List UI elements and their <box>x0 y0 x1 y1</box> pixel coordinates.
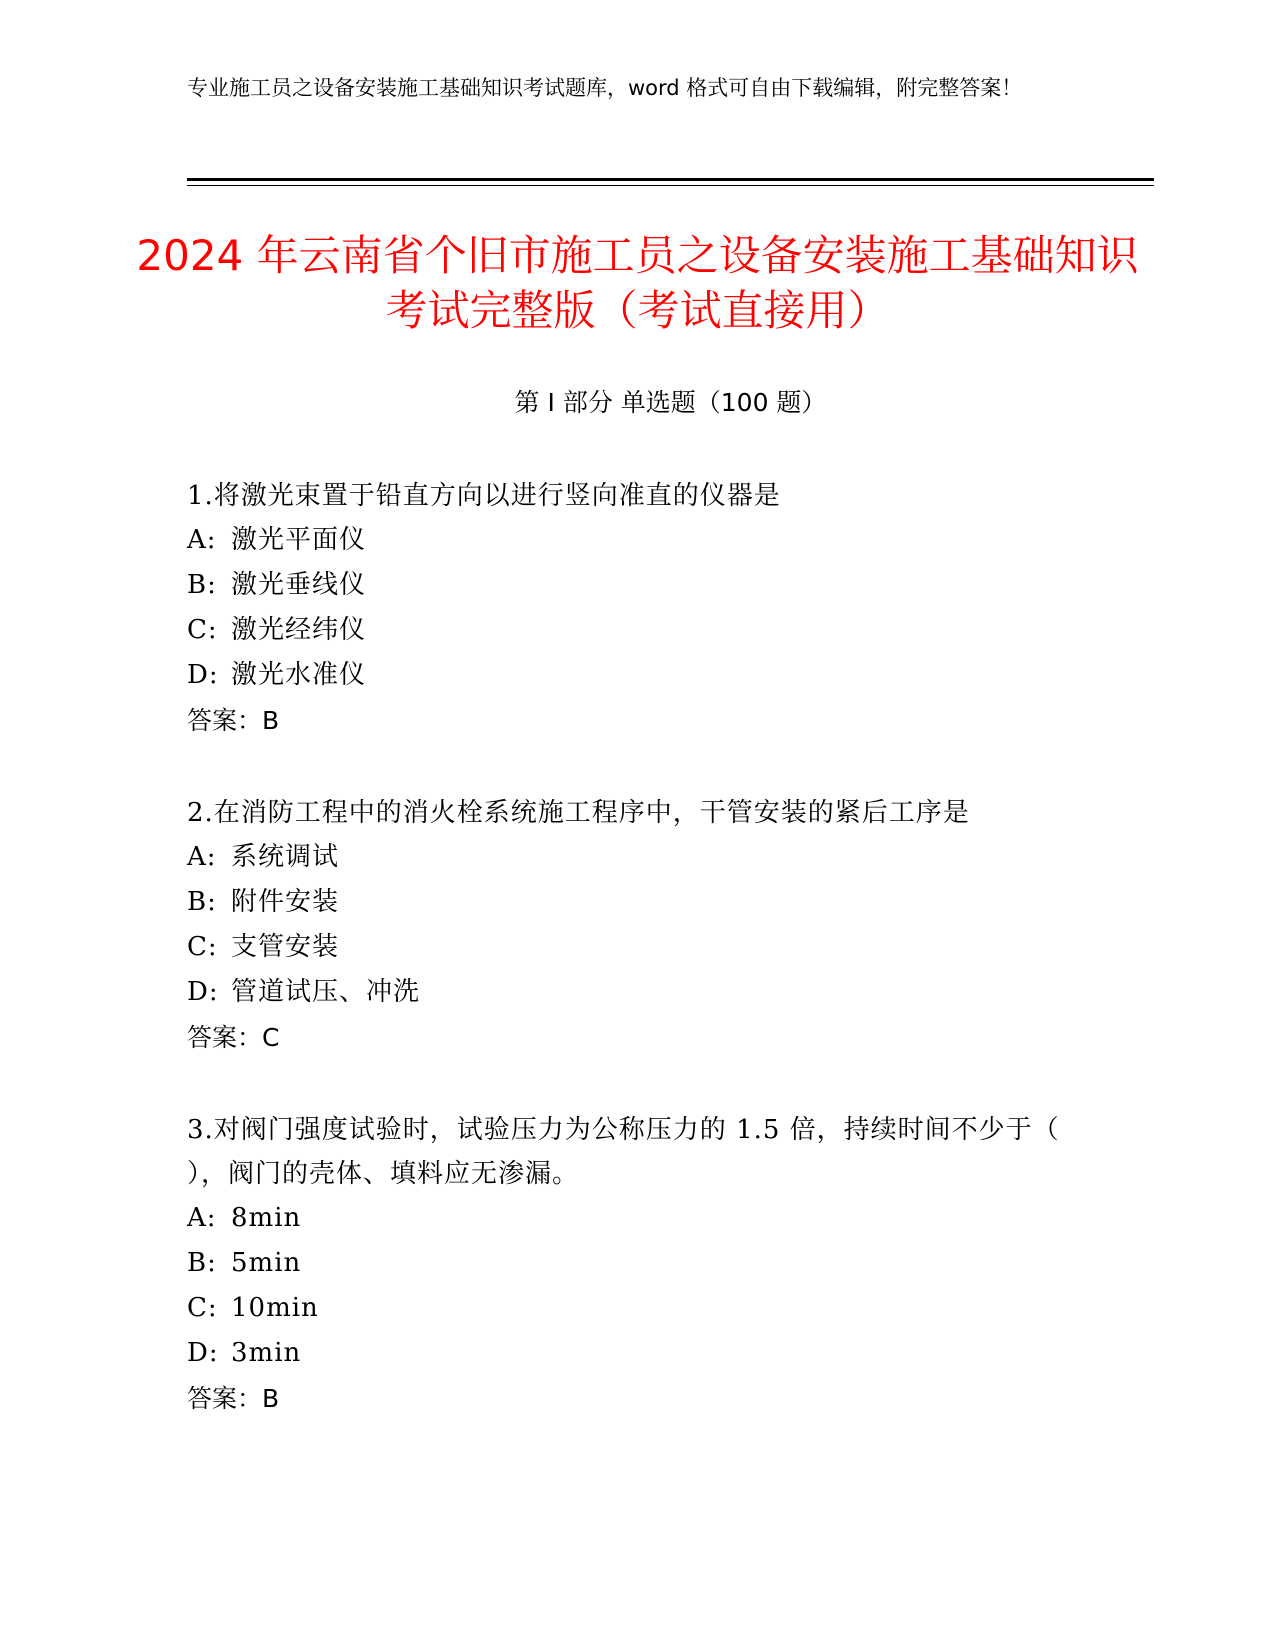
question-stem: 1.将激光束置于铅直方向以进行竖向准直的仪器是 <box>187 481 781 511</box>
option-text: 8min <box>231 1203 302 1233</box>
option-text: 系统调试 <box>231 842 340 872</box>
option-b <box>187 1241 1067 1286</box>
option-d <box>187 970 1067 1015</box>
option-d <box>187 653 1067 698</box>
option-text: 激光垂线仪 <box>231 570 367 600</box>
option-letter: D: <box>187 1338 219 1368</box>
option-text: 支管安装 <box>231 932 340 962</box>
option-text: 激光水准仪 <box>231 660 367 690</box>
option-text: 管道试压、冲洗 <box>231 977 421 1007</box>
option-c <box>187 1286 1067 1331</box>
option-text: 5min <box>231 1248 302 1278</box>
option-text: 10min <box>231 1293 319 1323</box>
option-letter: C: <box>187 1293 218 1323</box>
option-letter: C: <box>187 932 218 962</box>
option-text: 3min <box>231 1338 302 1368</box>
question-1 <box>187 474 1067 743</box>
question-stem: 2.在消防工程中的消火栓系统施工程序中，干管安装的紧后工序是 <box>187 798 970 828</box>
option-letter: B: <box>187 887 217 917</box>
option-c <box>187 608 1067 653</box>
question-2 <box>187 791 1067 1060</box>
option-letter: C: <box>187 615 218 645</box>
option-letter: A: <box>187 1203 217 1233</box>
option-letter: D: <box>187 977 219 1007</box>
question-stem: 3.对阀门强度试验时，试验压力为公称压力的 1.5 倍，持续时间不少于（ ），阀门的壳体、填料应无渗漏。 <box>187 1115 1060 1189</box>
option-text: 附件安装 <box>231 887 340 917</box>
section-heading: 第 I 部分 单选题（100 题） <box>514 388 827 417</box>
option-a <box>187 518 1067 563</box>
option-a <box>187 835 1067 880</box>
answer-line: 答案：C <box>187 1023 280 1052</box>
option-letter: B: <box>187 1248 217 1278</box>
option-text: 激光平面仪 <box>231 525 367 555</box>
question-list <box>187 474 1067 1469</box>
answer-line: 答案：B <box>187 1384 280 1413</box>
option-letter: B: <box>187 570 217 600</box>
option-letter: A: <box>187 842 217 872</box>
option-b <box>187 563 1067 608</box>
document-title: 2024 年云南省个旧市施工员之设备安装施工基础知识考试完整版（考试直接用） <box>136 231 1139 335</box>
header-divider-thin <box>187 185 1154 186</box>
answer-line: 答案：B <box>187 706 280 735</box>
question-3 <box>187 1108 1067 1421</box>
option-d <box>187 1331 1067 1376</box>
option-letter: A: <box>187 525 217 555</box>
option-text: 激光经纬仪 <box>231 615 367 645</box>
option-c <box>187 925 1067 970</box>
header-note: 专业施工员之设备安装施工基础知识考试题库，word 格式可自由下载编辑，附完整答案！ <box>187 76 1023 100</box>
header-divider-thick <box>187 178 1154 181</box>
option-a <box>187 1196 1067 1241</box>
option-b <box>187 880 1067 925</box>
option-letter: D: <box>187 660 219 690</box>
